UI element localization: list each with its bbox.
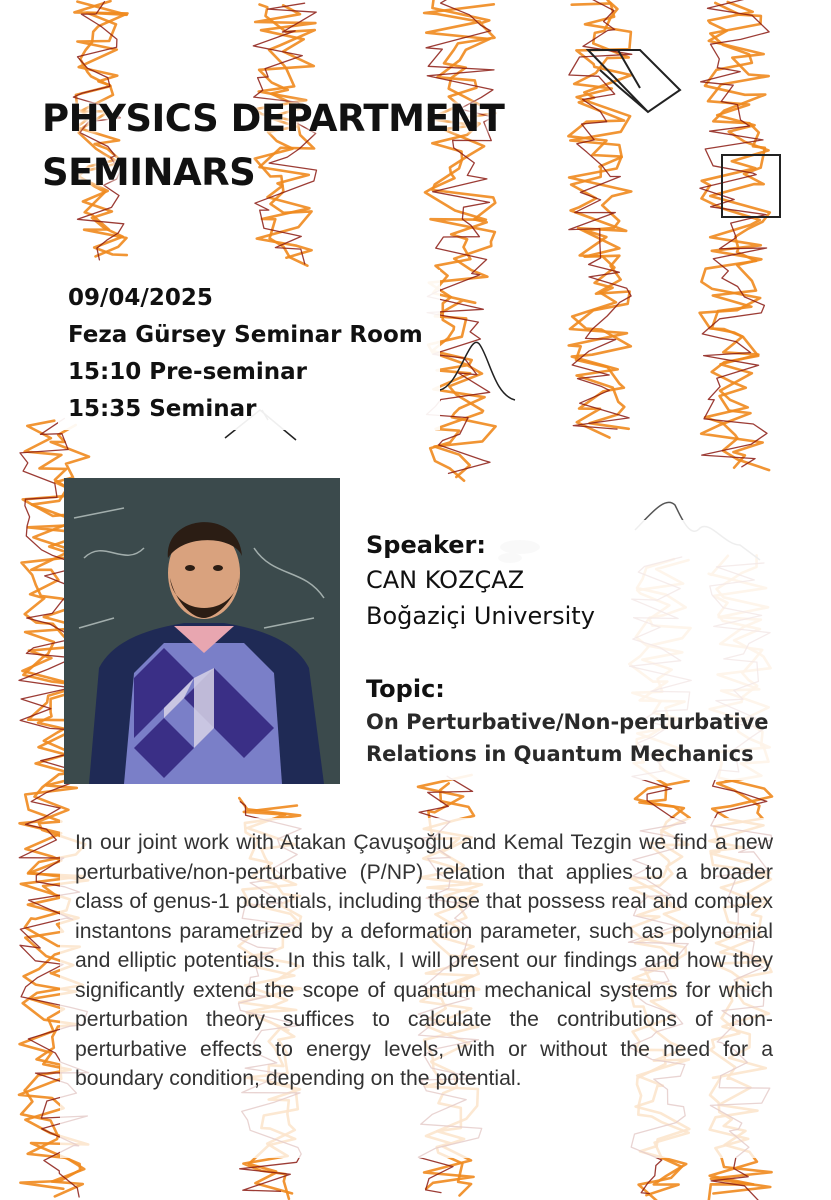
topic-title-line-1: On Perturbative/Non-perturbative	[366, 710, 769, 734]
speaker-info	[366, 528, 595, 634]
title-line-1: PHYSICS DEPARTMENT	[42, 97, 505, 140]
event-room: Feza Gürsey Seminar Room	[68, 322, 423, 348]
title-line-2: SEMINARS	[42, 151, 256, 194]
diamond-sketch	[588, 50, 680, 112]
topic-info	[366, 672, 769, 770]
event-info	[68, 280, 423, 428]
speaker-affiliation: Boğaziçi University	[366, 602, 595, 630]
abstract-text: In our joint work with Atakan Çavuşoğlu and Kemal Tezgin we find a new perturbative/non-perturbative (P/NP) relation that applies to a broader class of genus-1 potentials, including those that possess real and complex instantons parametrized by a deformation parameter, such as polynomial and elliptic potentials. In this talk, I will present our findings and how they significantly extend the scope of quantum mechanical systems for which perturbation theory suffices to calculate the contributions of non-perturbative effects to energy levels, with or without the need for a boundary condition, depending on the potential.	[75, 831, 773, 1090]
event-seminar-time: 15:35 Seminar	[68, 396, 257, 422]
topic-title-line-2: Relations in Quantum Mechanics	[366, 742, 754, 766]
topic-label: Topic:	[366, 675, 445, 703]
speaker-label: Speaker:	[366, 531, 486, 559]
speaker-photo	[64, 478, 340, 784]
page-title	[42, 92, 504, 200]
speaker-name: CAN KOZÇAZ	[366, 566, 525, 594]
event-preseminar-time: 15:10 Pre-seminar	[68, 359, 307, 385]
event-date: 09/04/2025	[68, 285, 213, 311]
scribble-stroke	[700, 0, 769, 467]
